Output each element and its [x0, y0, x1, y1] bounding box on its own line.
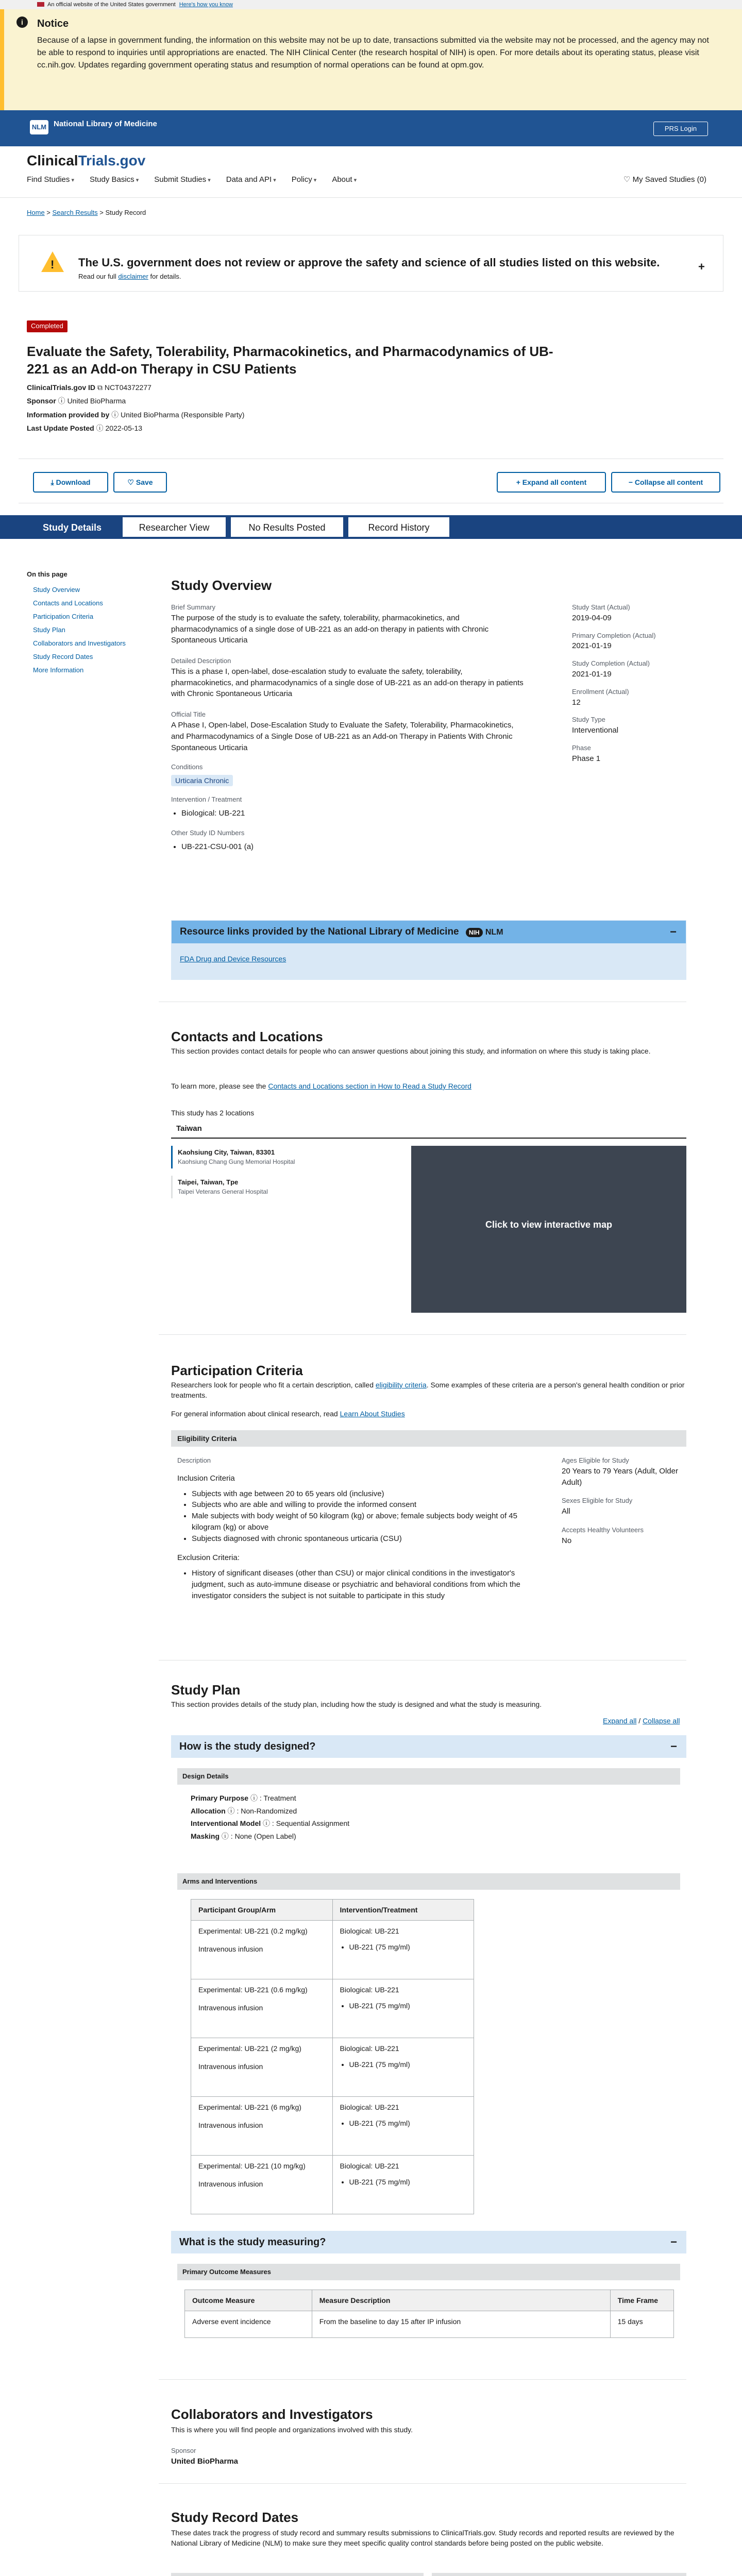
location-list [171, 1146, 326, 1198]
nav-data-api[interactable]: Data and API ▾ [226, 174, 276, 185]
location-item[interactable]: Taipei, Taiwan, Tpe Taipei Veterans General Hospital [171, 1176, 326, 1198]
sidebar-item-overview[interactable]: Study Overview [33, 586, 80, 594]
nct-id: NCT04372277 [104, 383, 151, 392]
lapse-notice [0, 9, 742, 110]
nav-find-studies[interactable]: Find Studies ▾ [27, 174, 74, 185]
save-button[interactable]: ♡ Save [113, 472, 167, 493]
on-this-page-title: On this page [27, 570, 68, 578]
nav-submit-studies[interactable]: Submit Studies ▾ [154, 174, 210, 185]
sponsor-name: United BioPharma [67, 397, 126, 405]
sidebar-item-contacts[interactable]: Contacts and Locations [33, 599, 103, 607]
dates-heading: Study Record Dates [171, 2510, 299, 2525]
tab-no-results[interactable]: No Results Posted [231, 517, 343, 537]
nav-study-basics[interactable]: Study Basics ▾ [90, 174, 139, 185]
expand-all-link[interactable]: Expand all [603, 1717, 637, 1725]
contacts-heading: Contacts and Locations [171, 1029, 323, 1044]
prs-login-button[interactable]: PRS Login [653, 122, 708, 136]
status-badge: Completed [27, 320, 68, 332]
info-icon: ⓘ [221, 1832, 229, 1840]
breadcrumb: Home > Search Results > Study Record [27, 209, 146, 216]
sidebar-item-more[interactable]: More Information [33, 666, 84, 674]
info-icon[interactable]: ⓘ [58, 397, 65, 405]
learn-about-studies-link[interactable]: Learn About Studies [340, 1410, 405, 1418]
sidebar-item-dates[interactable]: Study Record Dates [33, 653, 93, 660]
info-icon: ⓘ [263, 1819, 271, 1827]
collab-sponsor: United BioPharma [171, 2456, 239, 2466]
nlm-logo-icon[interactable]: NLM [30, 120, 48, 134]
info-icon: i [16, 16, 28, 28]
resource-links-box: Resource links provided by the National Library of Medicine NIH NLM − FDA Drug and Device Resources [171, 920, 686, 980]
gov-banner: An official website of the United States government Here's how you know [0, 0, 742, 9]
criteria-heading: Participation Criteria [171, 1363, 303, 1378]
brief-summary: The purpose of the study is to evaluate the safety, tolerability, pharmacokinetics, and pharmacodynamics of a single dose of UB-221 as an add-on therapy in patients with Chronic Spontaneous Urticaria [171, 613, 489, 645]
info-icon[interactable]: ⓘ [111, 410, 119, 419]
disclaimer-link[interactable]: disclaimer [118, 273, 148, 280]
arms-table: Participant Group/Arm Intervention/Treatment Experimental: UB-221 (0.2 mg/kg) Intravenous infusion Biological: UB-221 • UB-221 (75 mg/ml) Experimental: UB-221 (0.6 mg/kg) Intravenous infusion Biological: UB-221 • UB-221 (75 mg/ml) Experimental: UB-221 (2 mg/kg) Intravenous infusion Biological: UB-221 • UB-221 (75 mg/ml) Experimental: UB-221 (6 mg/kg) Intravenous infusion Biological: UB-221 • UB-221 (75 mg/ml) Experimental: UB-221 (10 mg/kg) Intravenous infusion Biological: UB-221 • UB-221 (75 mg/ml) [191, 1899, 474, 2214]
sidebar-item-criteria[interactable]: Participation Criteria [33, 613, 94, 620]
download-icon: ⤓ [50, 478, 56, 486]
expand-all-button[interactable]: + Expand all content [497, 472, 606, 493]
study-title: Evaluate the Safety, Tolerability, Pharmacokinetics, and Pharmacodynamics of UB-221 as an Add-on Therapy in CSU Patients [27, 344, 553, 377]
design-details: Primary Purpose ⓘ : Treatment Allocation ⓘ : Non-Randomized Interventional Model ⓘ : Sequential Assignment Masking ⓘ : None (Open Label) [191, 1794, 350, 1840]
study-meta: ClinicalTrials.gov ID ⧉ NCT04372277 Sponsor ⓘ United BioPharma Information provided by ⓘ United BioPharma (Responsible Party) Last Update Posted ⓘ 2022-05-13 [27, 383, 245, 432]
notice-body: Because of a lapse in government funding, the information on this website may not be up to date, transactions submitted via the website may not be processed, and the agency may not be able to respond to inquiries until appropriations are enacted. The NIH Clinical Center (the research hospital of NIH) is open. For more details about its operating status, please visit cc.nih.gov. Updates regarding government operating status and resumption of normal operations can be found at opm.gov. [37, 36, 709, 70]
location-map[interactable]: Click to view interactive map [411, 1146, 686, 1313]
download-button[interactable]: ⤓ Download [33, 472, 108, 493]
heart-icon: ♡ [623, 175, 633, 184]
fda-resources-link[interactable]: FDA Drug and Device Resources [180, 955, 286, 963]
detailed-description: This is a phase I, open-label, dose-escalation study to evaluate the safety, tolerability, pharmacokinetics, and pharmacodynamics of a single dose of UB-221 as an add-on therapy in patients with Chronic Spontaneous Urticaria [171, 667, 524, 699]
outcome-table: Outcome Measure Measure Description Time Frame Adverse event incidence From the baseline to day 15 after IP infusion 15 days [184, 2290, 674, 2338]
collab-heading: Collaborators and Investigators [171, 2406, 373, 2422]
clinicaltrials-logo[interactable]: ClinicalTrials.gov [27, 152, 146, 168]
plus-icon: + [516, 478, 522, 486]
collapse-icon[interactable]: − [670, 925, 677, 938]
us-flag-icon [37, 2, 44, 7]
sidebar-item-collaborators[interactable]: Collaborators and Investigators [33, 639, 126, 647]
breadcrumb-current: Study Record [105, 209, 146, 216]
warning-icon: ! [41, 251, 64, 272]
collapse-all-button[interactable]: − Collapse all content [611, 472, 720, 493]
my-saved-studies-link[interactable]: ♡ My Saved Studies (0) [623, 175, 707, 184]
expand-plus-icon[interactable]: + [698, 260, 705, 273]
nlm-logo-icon: NIH [466, 928, 483, 937]
copy-icon[interactable]: ⧉ [97, 383, 103, 392]
official-title: A Phase I, Open-label, Dose-Escalation Study to Evaluate the Safety, Tolerability, Pharmacokinetics, and Pharmacodynamics of a Single Dose of UB-221 as an Add-on Therapy in Patients With Chronic Spontaneous Urticaria [171, 721, 514, 752]
main-nav [27, 174, 357, 185]
sidebar-item-plan[interactable]: Study Plan [33, 626, 65, 634]
breadcrumb-search[interactable]: Search Results [52, 209, 98, 216]
measuring-accordion[interactable]: What is the study measuring? − [171, 2231, 686, 2253]
overview-main: Brief Summary The purpose of the study is to evaluate the safety, tolerability, pharmacokinetics, and pharmacodynamics of a single dose of UB-221 as an add-on therapy in patients with Chronic Spontaneous Urticaria Detailed Description This is a phase I, open-label, dose-escalation study to evaluate the safety, tolerability, pharmacokinetics, and pharmacodynamics of a single dose of UB-221 as an add-on therapy in patients with Chronic Spontaneous Urticaria Official Title A Phase I, Open-label, Dose-Escalation Study to Evaluate the Safety, Tolerability, Pharmacokinetics, and Pharmacodynamics of a Single Dose of UB-221 as an Add-on Therapy in Patients With Chronic Spontaneous Urticaria Conditions Urticaria Chronic Intervention / Treatment • Biological: UB-221 Other Study ID Numbers • UB-221-CSU-001 (a) [171, 603, 527, 853]
criteria-side: Ages Eligible for Study 20 Years to 79 Years (Adult, Older Adult) Sexes Eligible for Study All Accepts Healthy Volunteers No [562, 1456, 678, 1545]
nav-about[interactable]: About ▾ [332, 174, 357, 185]
collapse-icon: − [670, 2235, 677, 2248]
plan-heading: Study Plan [171, 1682, 241, 1698]
disclaimer-sub: Read our full disclaimer for details. [78, 273, 181, 280]
disclaimer-title: The U.S. government does not review or approve the safety and science of all studies listed on this website. [78, 256, 660, 269]
minus-icon: − [628, 478, 635, 486]
collapse-icon: − [670, 1740, 677, 1753]
info-icon[interactable]: ⓘ [96, 423, 104, 432]
criteria-description: Description Inclusion Criteria • Subjects with age between 20 to 65 years old (inclusive) • Subjects who are able and willing to provide the informed consent • Male subjects with body weight of 50 kilogram (kg) or above; female subjects body weight of 45 kilogram (kg) or above • Subjects diagnosed with chronic spontaneous urticaria (CSU) Exclusion Criteria: • History of significant diseases (other than CSU) or major clinical conditions in the investigator's judgment, such as auto-immune disease or psychiatric and behavioral conditions from which the investigator considers the subject is not suitable to participate in this study [177, 1456, 528, 1601]
location-item[interactable]: Kaohsiung City, Taiwan, 83301 Kaohsiung Chang Gung Memorial Hospital [171, 1146, 326, 1168]
overview-facts: Study Start (Actual) 2019-04-09 Primary Completion (Actual) 2021-01-19 Study Completion (Actual) 2021-01-19 Enrollment (Actual) 12 Study Type Interventional Phase Phase 1 [572, 603, 656, 763]
contacts-help-link[interactable]: Contacts and Locations section in How to Read a Study Record [268, 1082, 471, 1090]
condition-chip[interactable]: Urticaria Chronic [171, 775, 233, 786]
breadcrumb-home[interactable]: Home [27, 209, 45, 216]
overview-heading: Study Overview [171, 578, 272, 593]
collapse-all-link[interactable]: Collapse all [643, 1717, 680, 1725]
nlm-title[interactable]: National Library of Medicine [54, 120, 157, 128]
tab-researcher-view[interactable]: Researcher View [123, 517, 226, 537]
heres-how-link[interactable]: Here's how you know [179, 2, 233, 8]
tab-record-history[interactable]: Record History [348, 517, 449, 537]
country-header: Taiwan [171, 1123, 686, 1139]
tab-study-details[interactable]: Study Details [27, 517, 117, 537]
heart-icon: ♡ [127, 478, 136, 486]
info-icon: ⓘ [227, 1806, 235, 1815]
eligibility-bar: Eligibility Criteria [171, 1430, 686, 1447]
eligibility-criteria-link[interactable]: eligibility criteria [375, 1381, 427, 1389]
notice-title: Notice [37, 18, 69, 29]
info-icon: ⓘ [250, 1794, 258, 1802]
design-accordion[interactable]: How is the study designed? − [171, 1735, 686, 1758]
nav-policy[interactable]: Policy ▾ [292, 174, 317, 185]
